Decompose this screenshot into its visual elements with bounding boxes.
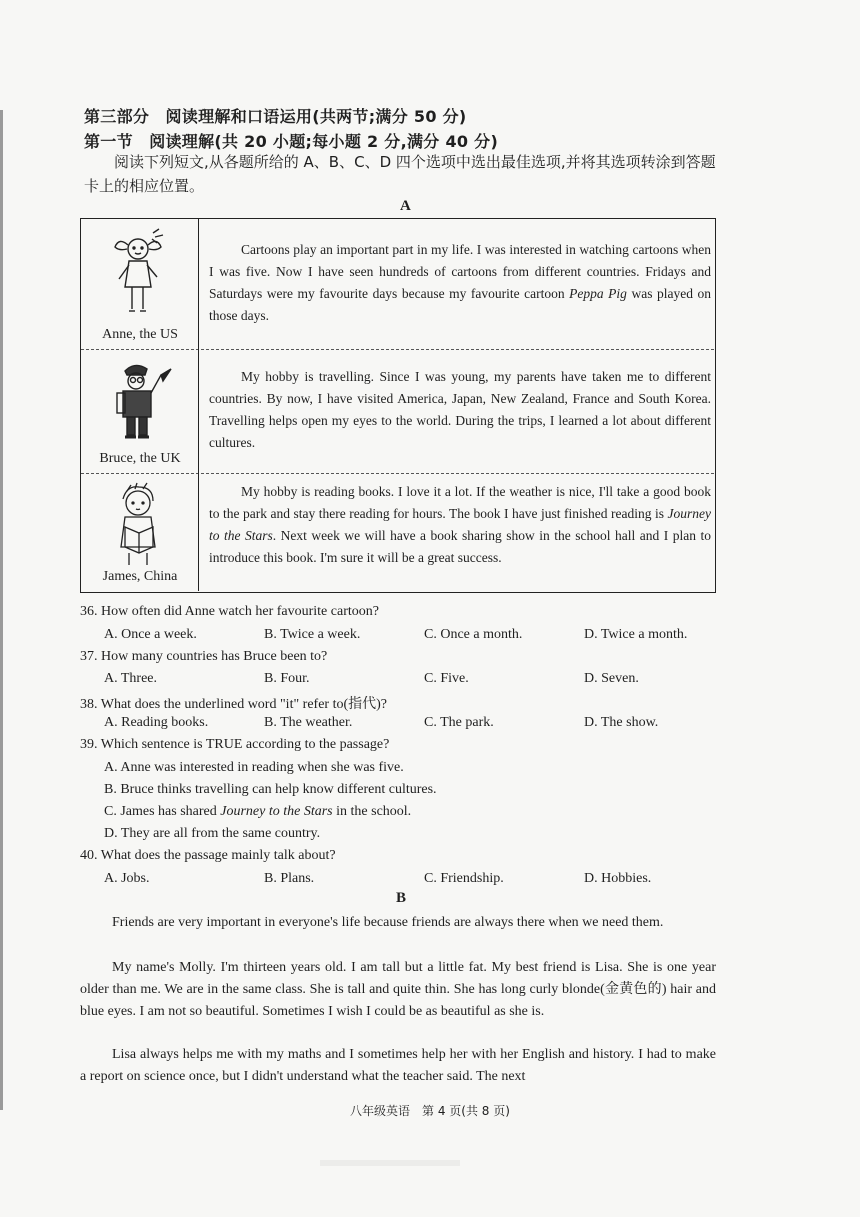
james-text-part1: My hobby is reading books. I love it a lot. If the weather is nice, I'll take a good book to the park and stay there reading for hours. The book I have just finished reading is bbox=[209, 484, 711, 521]
anne-text bbox=[209, 239, 711, 327]
q40-option-b[interactable]: B. Plans. bbox=[264, 871, 315, 886]
james-book-title: Journey to the Stars bbox=[209, 506, 711, 543]
passage-b-paragraph-2: My name's Molly. I'm thirteen years old. I am tall but a little fat. My best friend is Lisa. She is one year older than me. We are in the same class. She is tall and quite thin. She has long curly blonde(金黄色的) hair and blue eyes. I am not so beautiful. Sometimes I wish I could be as beautiful as she is. bbox=[80, 960, 716, 1019]
bruce-caption: Bruce, the UK bbox=[99, 451, 181, 466]
q39-option-c-text: C. James has shared bbox=[104, 804, 221, 819]
q38-option-c[interactable]: C. The park. bbox=[424, 715, 494, 730]
q37-option-d[interactable]: D. Seven. bbox=[584, 671, 639, 686]
q39-option-c[interactable] bbox=[104, 804, 411, 820]
girl-with-pigtails-icon bbox=[105, 227, 175, 322]
passage-a-label: A bbox=[400, 198, 411, 214]
james-text-part2: . Next week we will have a book sharing show in the school hall and I plan to introduce this book. I'm sure it will be a great success. bbox=[209, 528, 711, 565]
q40-option-d[interactable]: D. Hobbies. bbox=[584, 871, 652, 886]
question-40: 40. What does the passage mainly talk about? bbox=[80, 848, 336, 863]
traveler-with-flag-icon bbox=[105, 357, 175, 447]
boy-reading-book-icon bbox=[105, 481, 175, 569]
anne-text-part1: Cartoons play an important part in my life. I was interested in watching cartoons when I was five. Now I have seen hundreds of cartoons from different countries. Fridays and Saturdays were my favourite days because my favourite cartoon bbox=[209, 242, 711, 301]
section-title: 第一节 阅读理解(共 20 小题;每小题 2 分,满分 40 分) bbox=[84, 132, 499, 151]
passage-a-table bbox=[80, 218, 716, 593]
q38-option-d[interactable]: D. The show. bbox=[584, 715, 659, 730]
question-37: 37. How many countries has Bruce been to? bbox=[80, 649, 328, 664]
anne-cartoon-title: Peppa Pig bbox=[569, 286, 627, 301]
question-39: 39. Which sentence is TRUE according to the passage? bbox=[80, 737, 390, 752]
page-footer: 八年级英语 第 4 页(共 8 页) bbox=[350, 1104, 510, 1118]
q39-option-b[interactable]: B. Bruce thinks travelling can help know different cultures. bbox=[104, 782, 437, 797]
instruction-text: 阅读下列短文,从各题所给的 A、B、C、D 四个选项中选出最佳选项,并将其选项转涂到答题卡上的相应位置。 bbox=[84, 153, 716, 195]
q37-option-a[interactable]: A. Three. bbox=[104, 671, 157, 686]
anne-text-part2: was played on those days. bbox=[209, 286, 711, 323]
q40-option-a[interactable]: A. Jobs. bbox=[104, 871, 150, 886]
james-text bbox=[209, 481, 711, 569]
bruce-text: My hobby is travelling. Since I was young, my parents have taken me to different countries. By now, I have visited America, Japan, New Zealand, France and South Korea. Travelling helps open my eyes to the world. During the trips, I learned a lot about different cultures. bbox=[209, 369, 711, 450]
question-38: 38. What does the underlined word "it" refer to(指代)? bbox=[80, 697, 388, 712]
q38-option-b[interactable]: B. The weather. bbox=[264, 715, 353, 730]
scan-edge-line bbox=[0, 110, 3, 1110]
q39-option-c-end: in the school. bbox=[332, 804, 412, 819]
james-picture-cell bbox=[81, 473, 199, 591]
q37-option-c[interactable]: C. Five. bbox=[424, 671, 469, 686]
q37-option-b[interactable]: B. Four. bbox=[264, 671, 310, 686]
q36-option-c[interactable]: C. Once a month. bbox=[424, 627, 523, 642]
q36-option-d[interactable]: D. Twice a month. bbox=[584, 627, 688, 642]
passage-b-label: B bbox=[396, 890, 407, 906]
passage-a-row-james bbox=[81, 473, 714, 591]
bruce-picture-cell bbox=[81, 349, 199, 473]
passage-b-paragraph-3: Lisa always helps me with my maths and I sometimes help her with her English and history. I had to make a report on science once, but I didn't understand what the teacher said. The next bbox=[80, 1047, 716, 1084]
q40-option-c[interactable]: C. Friendship. bbox=[424, 871, 504, 886]
q36-option-b[interactable]: B. Twice a week. bbox=[264, 627, 361, 642]
q39-option-c-title: Journey to the Stars bbox=[220, 804, 333, 819]
scan-smudge bbox=[320, 1160, 460, 1166]
q39-option-d[interactable]: D. They are all from the same country. bbox=[104, 826, 321, 841]
passage-a-row-anne bbox=[81, 219, 714, 350]
q36-option-a[interactable]: A. Once a week. bbox=[104, 627, 197, 642]
q39-option-a[interactable]: A. Anne was interested in reading when she was five. bbox=[104, 760, 404, 775]
passage-a-row-bruce bbox=[81, 349, 714, 474]
part-title: 第三部分 阅读理解和口语运用(共两节;满分 50 分) bbox=[84, 107, 467, 126]
james-caption: James, China bbox=[102, 569, 178, 584]
question-36: 36. How often did Anne watch her favourite cartoon? bbox=[80, 604, 379, 619]
passage-b-paragraph-1: Friends are very important in everyone's life because friends are always there when we need them. bbox=[112, 915, 664, 930]
q38-option-a[interactable]: A. Reading books. bbox=[104, 715, 209, 730]
anne-caption: Anne, the US bbox=[102, 327, 178, 342]
anne-picture-cell bbox=[81, 219, 199, 349]
